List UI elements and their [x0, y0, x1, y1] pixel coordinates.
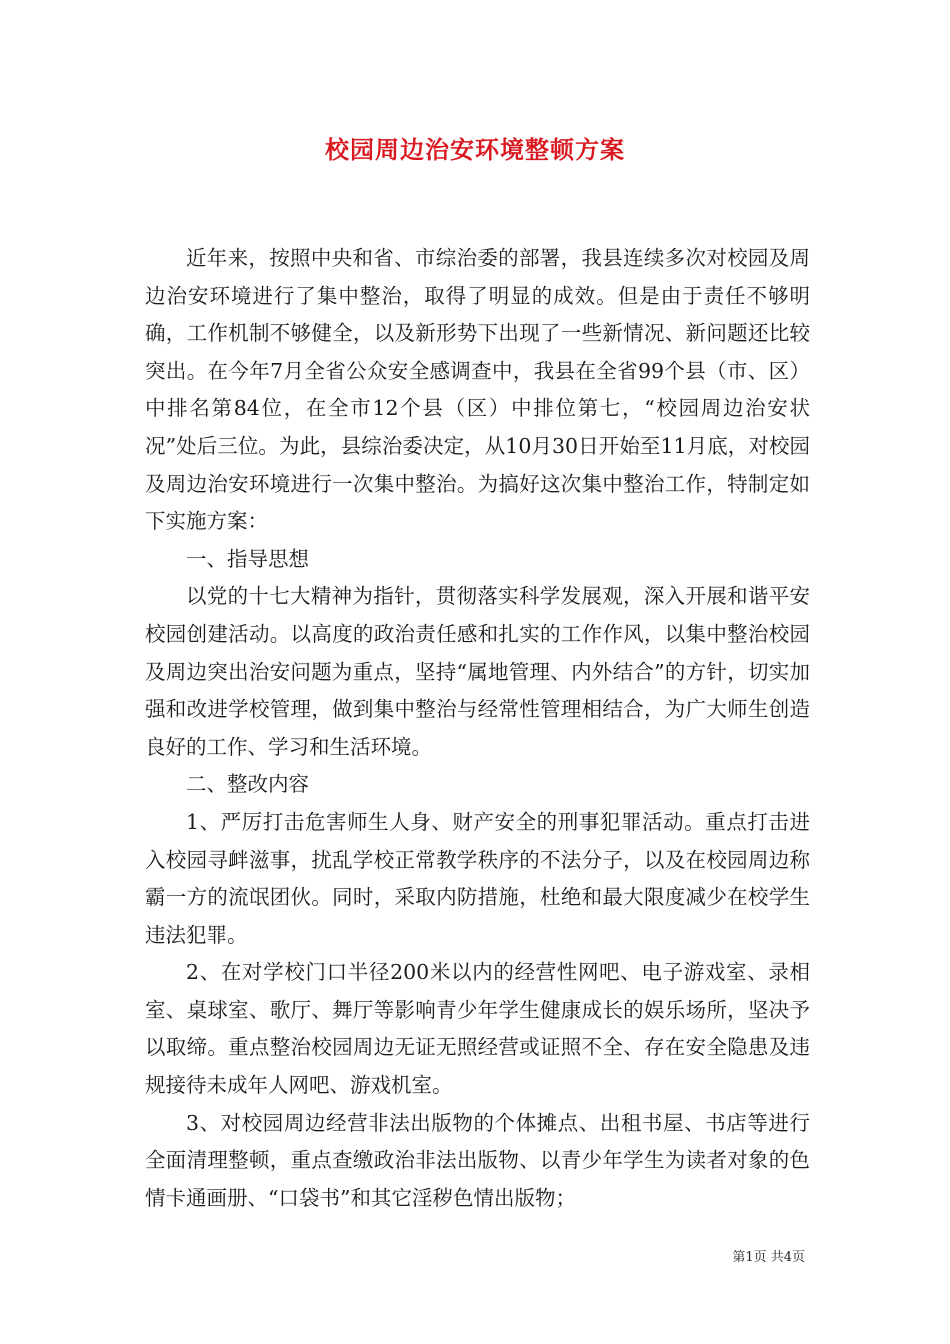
page-number-footer: 第1页 共4页 — [732, 1250, 805, 1265]
section-heading-rectification-content: 二、整改内容 — [186, 772, 309, 797]
document-body — [145, 240, 810, 1217]
document-title: 校园周边治安环境整顿方案 — [325, 135, 625, 164]
intro-paragraph: 近年来，按照中央和省、市综治委的部署，我县连续多次对校园及周边治安环境进行了集中整治，取得了明显的成效。但是由于责任不够明确，工作机制不够健全，以及新形势下出现了一些新情况、新问题还比较突出。在今年7月全省公众安全感调查中，我县在全省99个县（市、区）中排名第84位，在全市12个县（区）中排位第七，“校园周边治安状况”处后三位。为此，县综治委决定，从10月30日开始至11月底，对校园及周边治安环境进行一次集中整治。为搞好这次集中整治工作，特制定如下实施方案： — [145, 246, 810, 534]
rectification-item-2: 2、在对学校门口半径200米以内的经营性网吧、电子游戏室、录相室、桌球室、歌厅、舞厅等影响青少年学生健康成长的娱乐场所，坚决予以取缔。重点整治校园周边无证无照经营或证照不全、存在安全隐患及违规接待未成年人网吧、游戏机室。 — [145, 960, 810, 1098]
guiding-thought-paragraph: 以党的十七大精神为指针，贯彻落实科学发展观，深入开展和谐平安校园创建活动。以高度的政治责任感和扎实的工作作风，以集中整治校园及周边突出治安问题为重点，坚持“属地管理、内外结合”的方针，切实加强和改进学校管理，做到集中整治与经常性管理相结合，为广大师生创造良好的工作、学习和生活环境。 — [145, 584, 810, 759]
section-heading-guiding-thought: 一、指导思想 — [186, 546, 309, 571]
rectification-item-1: 1、严厉打击危害师生人身、财产安全的刑事犯罪活动。重点打击进入校园寻衅滋事，扰乱学校正常教学秩序的不法分子，以及在校园周边称霸一方的流氓团伙。同时，采取内防措施，杜绝和最大限度减少在校学生违法犯罪。 — [145, 809, 810, 947]
rectification-item-3: 3、对校园周边经营非法出版物的个体摊点、出租书屋、书店等进行全面清理整顿，重点查缴政治非法出版物、以青少年学生为读者对象的色情卡通画册、“口袋书”和其它淫秽色情出版物； — [145, 1110, 810, 1210]
